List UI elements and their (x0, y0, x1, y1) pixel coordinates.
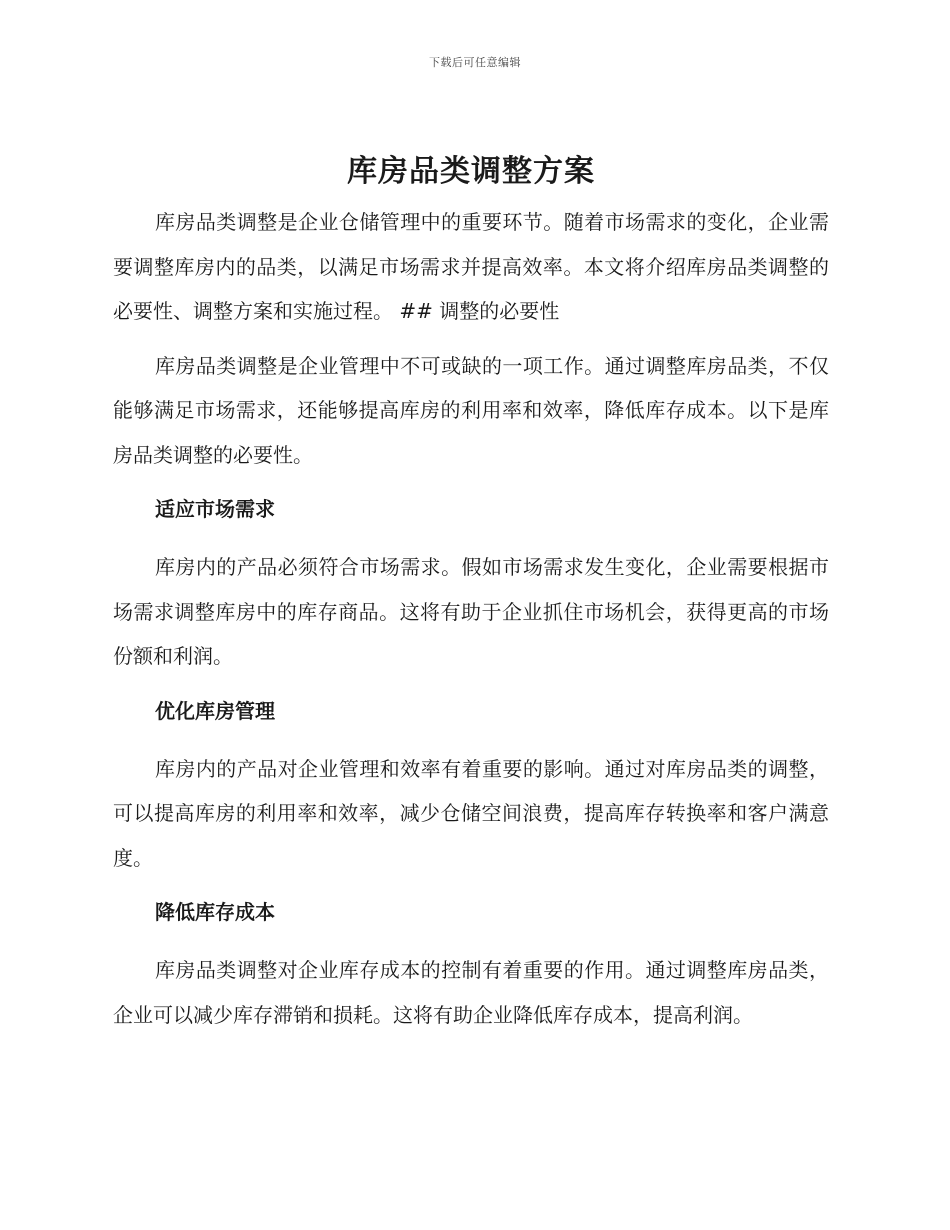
section-reduce-inventory-cost (113, 890, 829, 1037)
section-paragraph: 库房内的产品必须符合市场需求。假如市场需求发生变化，企业需要根据市场需求调整库房中的库存商品。这将有助于企业抓住市场机会，获得更高的市场份额和利润。 (113, 555, 829, 668)
section-market-demand (113, 487, 829, 679)
section-heading: 降低库存成本 (155, 900, 275, 924)
section-heading: 优化库房管理 (155, 698, 275, 723)
header-note: 下载后可任意编辑 (429, 56, 521, 69)
necessity-paragraph: 库房品类调整是企业管理中不可或缺的一项工作。通过调整库房品类，不仅能够满足市场需求，还能够提高库房的利用率和效率，降低库存成本。以下是库房品类调整的必要性。 (113, 353, 829, 467)
section-paragraph: 库房品类调整对企业库存成本的控制有着重要的作用。通过调整库房品类，企业可以减少库存滞销和损耗。这将有助企业降低库存成本，提高利润。 (113, 958, 829, 1027)
section-paragraph: 库房内的产品对企业管理和效率有着重要的影响。通过对库房品类的调整，可以提高库房的利用率和效率，减少仓储空间浪费，提高库存转换率和客户满意度。 (113, 756, 829, 870)
document-title: 库房品类调整方案 (347, 154, 595, 189)
intro-paragraph: 库房品类调整是企业仓储管理中的重要环节。随着市场需求的变化，企业需要调整库房内的品类，以满足市场需求并提高效率。本文将介绍库房品类调整的必要性、调整方案和实施过程。 ## 调整的必要性 (113, 210, 829, 323)
section-optimize-warehouse (113, 689, 829, 881)
document-body (113, 150, 829, 1047)
section-heading: 适应市场需求 (155, 497, 275, 521)
